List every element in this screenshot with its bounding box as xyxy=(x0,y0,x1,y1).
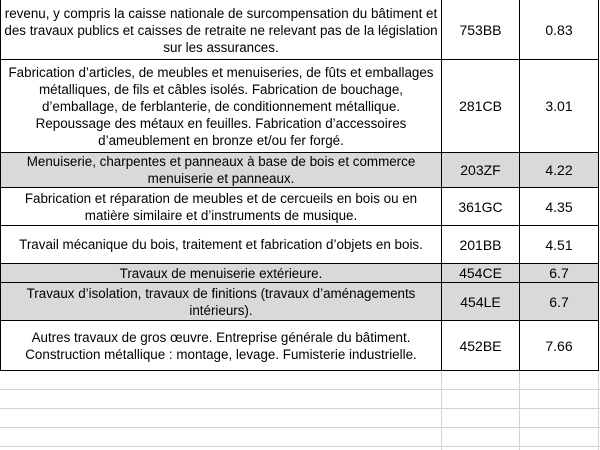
description-cell[interactable]: Fabrication et réparation de meubles et de cercueils en bois ou en matière similaire et d’instruments de musique. xyxy=(1,188,442,226)
code-cell[interactable]: 281CB xyxy=(442,60,520,153)
description-cell[interactable]: Fabrication d’articles, de meubles et menuiseries, de fûts et emballages métalliques, de fils et câbles isolés. Fabrication de bouchage, d’emballage, de ferblanterie, de conditionnement métallique. Repoussage des métaux en feuilles. Fabrication d’accessoires d’ameublement en bronze et/ou fer forgé. xyxy=(1,60,442,153)
table-row xyxy=(1,0,599,60)
rate-cell[interactable]: 4.35 xyxy=(520,188,599,226)
rate-cell[interactable]: 7.66 xyxy=(520,321,599,371)
code-cell[interactable]: 452BE xyxy=(442,321,520,371)
code-cell[interactable]: 201BB xyxy=(442,226,520,264)
grid-line xyxy=(0,408,600,409)
grid-line xyxy=(0,427,600,428)
grid-line xyxy=(598,370,599,450)
grid-line xyxy=(0,446,600,447)
grid-line xyxy=(519,370,520,450)
table-row xyxy=(1,283,599,321)
description-cell[interactable]: revenu, y compris la caisse nationale de surcompensation du bâtiment et des travaux publics et caisses de retraite ne relevant pas de la législation sur les assurances. xyxy=(1,0,442,60)
code-cell[interactable]: 361GC xyxy=(442,188,520,226)
code-cell[interactable]: 454CE xyxy=(442,264,520,283)
description-cell[interactable]: Travail mécanique du bois, traitement et fabrication d’objets en bois. xyxy=(1,226,442,264)
code-cell[interactable]: 454LE xyxy=(442,283,520,321)
description-cell[interactable]: Travaux de menuiserie extérieure. xyxy=(1,264,442,283)
table-row xyxy=(1,188,599,226)
code-cell[interactable]: 203ZF xyxy=(442,153,520,188)
rate-cell[interactable]: 6.7 xyxy=(520,264,599,283)
table-row xyxy=(1,264,599,283)
rate-cell[interactable]: 0.83 xyxy=(520,0,599,60)
table-row xyxy=(1,153,599,188)
rate-cell[interactable]: 3.01 xyxy=(520,60,599,153)
rate-cell[interactable]: 6.7 xyxy=(520,283,599,321)
table-row xyxy=(1,226,599,264)
table-row xyxy=(1,321,599,371)
grid-line xyxy=(441,370,442,450)
description-cell[interactable]: Autres travaux de gros œuvre. Entreprise générale du bâtiment. Construction métallique : montage, levage. Fumisterie industrielle. xyxy=(1,321,442,371)
rate-cell[interactable]: 4.51 xyxy=(520,226,599,264)
code-cell[interactable]: 753BB xyxy=(442,0,520,60)
table-row xyxy=(1,60,599,153)
rate-cell[interactable]: 4.22 xyxy=(520,153,599,188)
grid-line xyxy=(0,389,600,390)
description-cell[interactable]: Menuiserie, charpentes et panneaux à base de bois et commerce menuiserie et panneaux. xyxy=(1,153,442,188)
description-cell[interactable]: Travaux d’isolation, travaux de finitions (travaux d’aménagements intérieurs). xyxy=(1,283,442,321)
